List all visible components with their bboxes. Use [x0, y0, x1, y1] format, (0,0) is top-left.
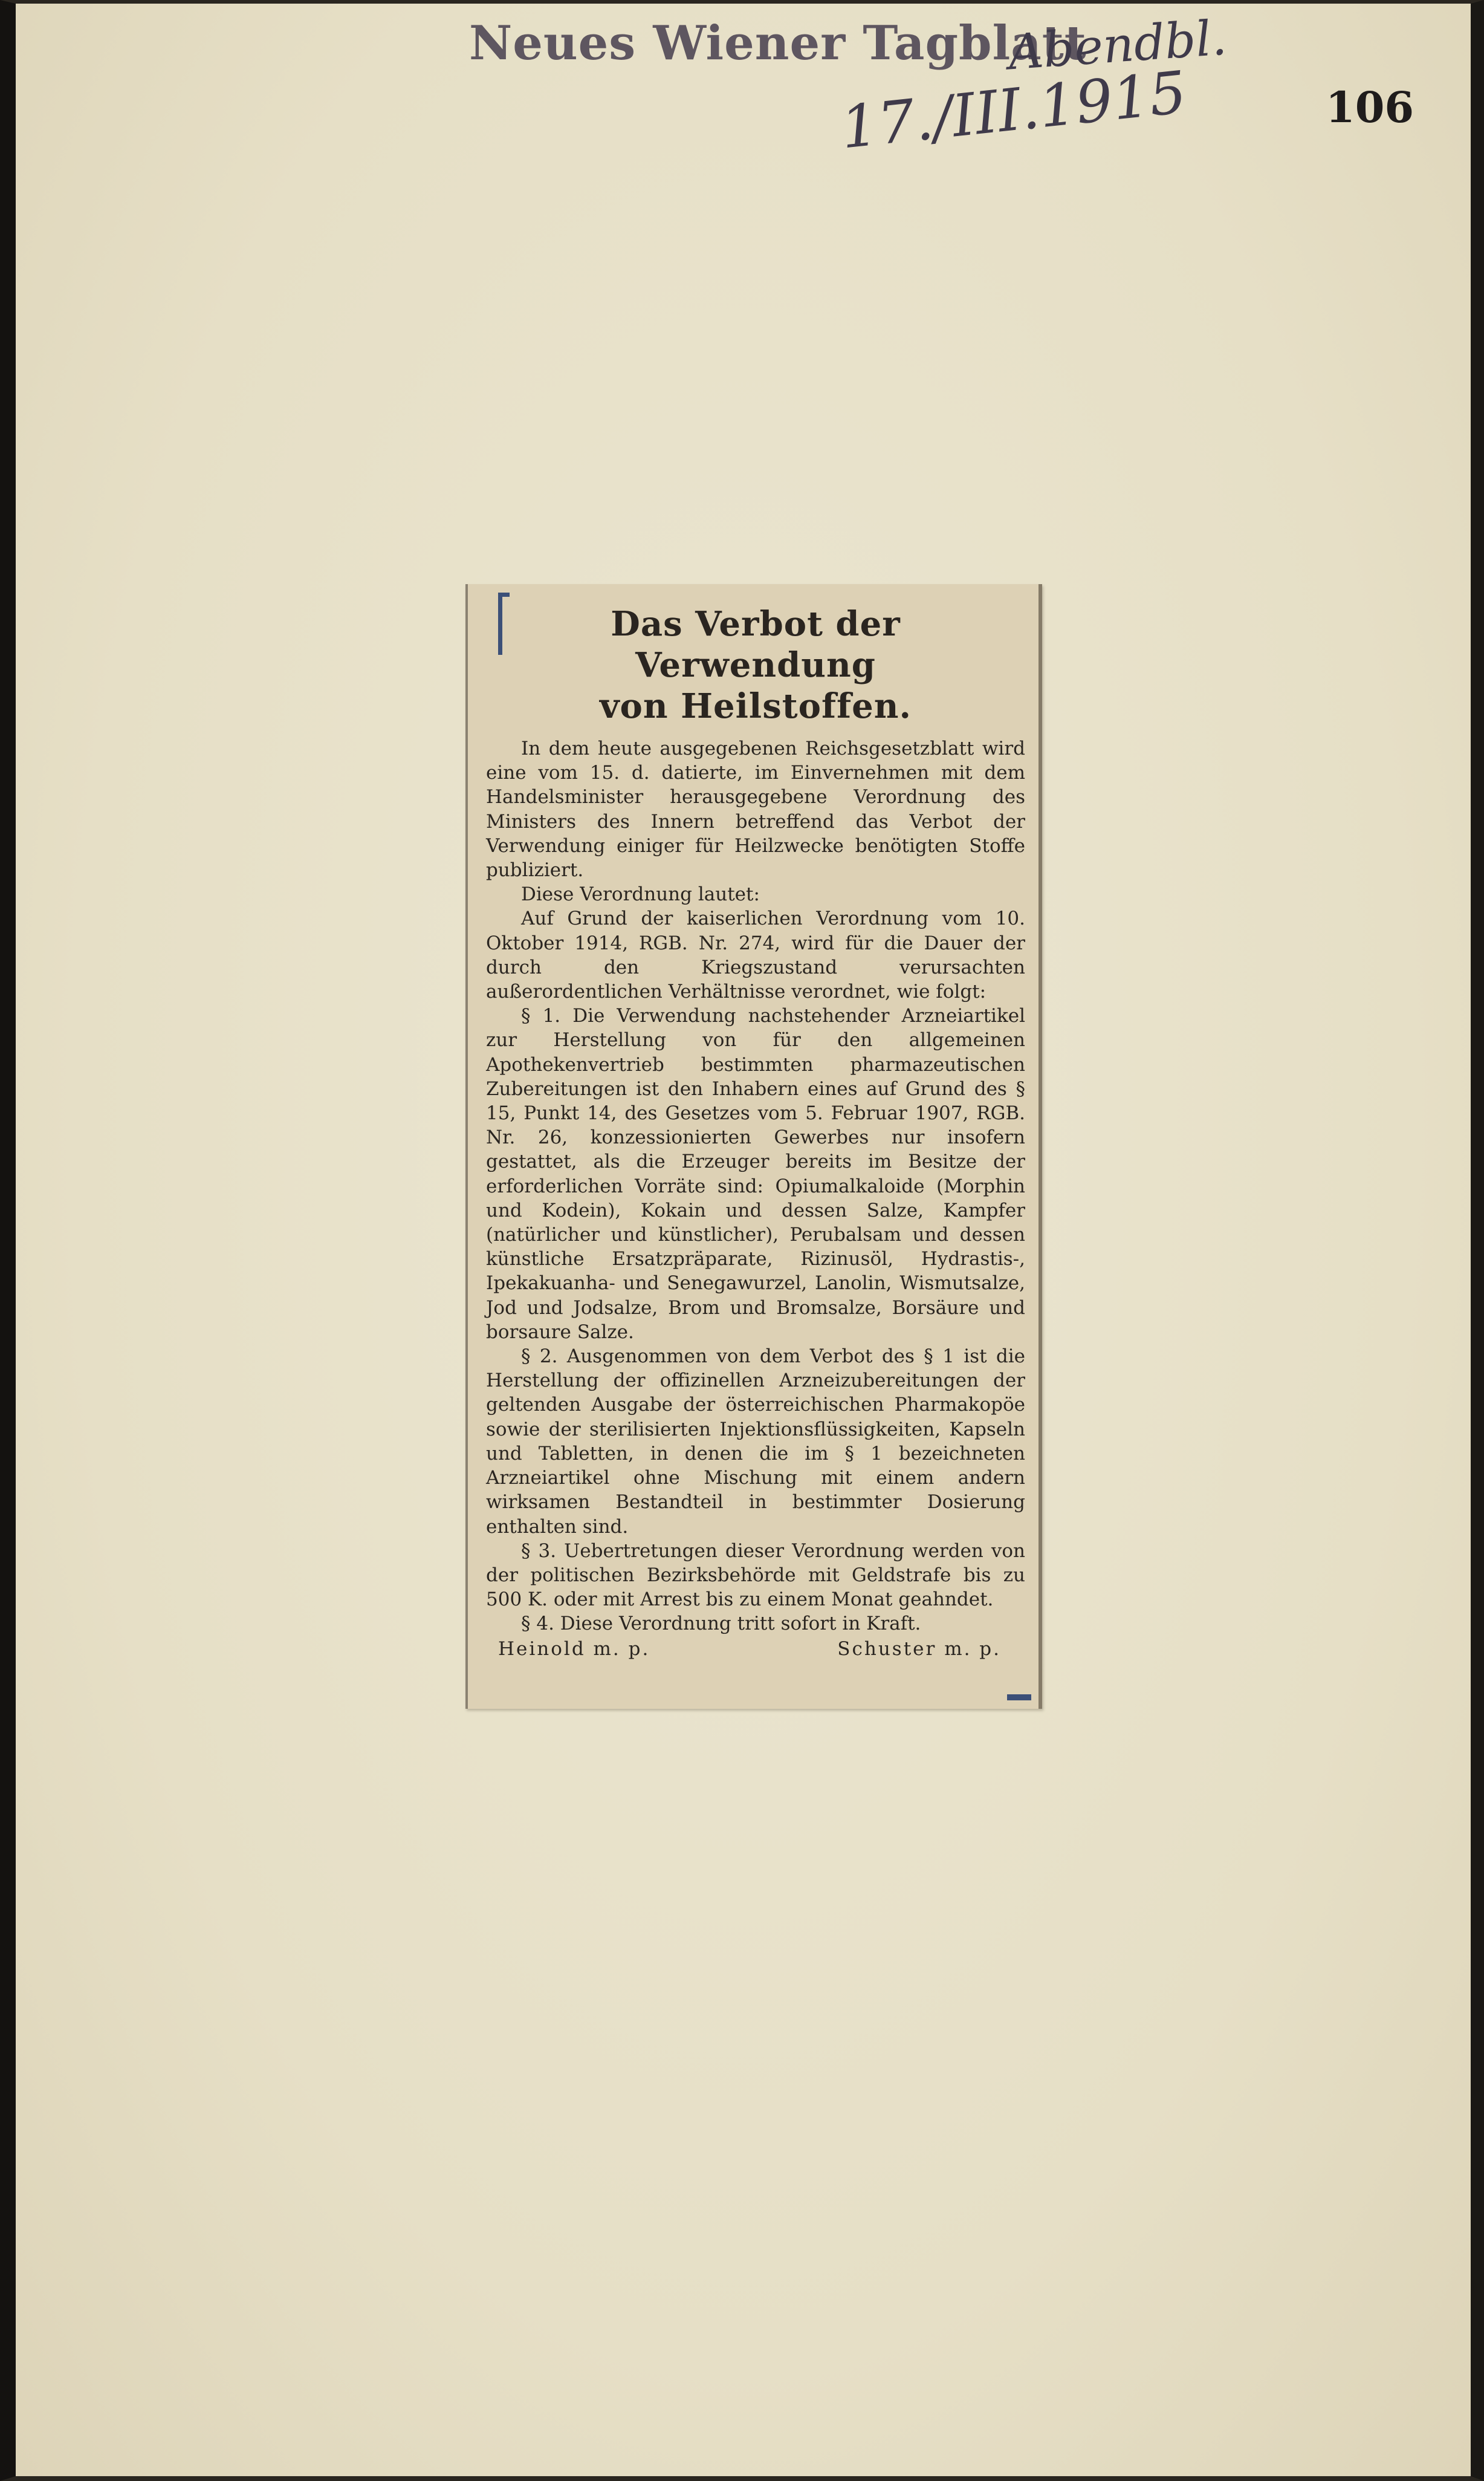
page-number: 106: [1326, 82, 1414, 132]
article-paragraph: Auf Grund der kaiserlichen Verordnung vom 10. Oktober 1914, RGB. Nr. 274, wird für die Dauer der durch den Kriegszustand verursachten außerordentlichen Verhältnisse verordnet, wie folgt:: [486, 908, 1025, 1003]
blue-pencil-bracket: [498, 593, 510, 655]
article-title-line-1: Das Verbot der Verwendung: [611, 604, 901, 685]
article-paragraph: Diese Verordnung lautet:: [521, 883, 760, 906]
signature-left: Heinold m. p.: [498, 1637, 650, 1660]
article-paragraph: § 3. Uebertretungen dieser Verordnung werden von der politischen Bezirksbehörde mit Geldstrafe bis zu 500 K. oder mit Arrest bis zu einem Monat geahndet.: [486, 1540, 1025, 1611]
article-title: [486, 603, 1025, 727]
handwritten-date: 17./III.1915: [837, 58, 1190, 162]
blue-pencil-mark: [1007, 1694, 1031, 1700]
signature-right: Schuster m. p.: [837, 1637, 1001, 1660]
newspaper-clipping: [465, 584, 1042, 1709]
article-title-line-2: von Heilstoffen.: [600, 686, 912, 726]
newspaper-name: Neues Wiener Tagblatt: [469, 16, 1087, 71]
signatures: [486, 1636, 1025, 1662]
article-paragraph: § 1. Die Verwendung nachstehender Arzneiartikel zur Herstellung von für den allgemeinen Apothekenvertrieb bestimmten pharmazeutischen Zubereitungen ist den Inhabern eines auf Grund des § 15, Punkt 14, des Gesetzes vom 5. Februar 1907, RGB. Nr. 26, konzessionierten Gewerbes nur insofern gestattet, als die Erzeuger bereits im Besitze der erforderlichen Vorräte sind: Opiumalkaloide (Morphin und Kodein), Kokain und dessen Salze, Kampfer (natürlicher und künstlicher), Perubalsam und dessen künstliche Ersatzpräparate, Rizinusöl, Hydrastis-, Ipekakuanha- und Senegawurzel, Lanolin, Wismutsalze, Jod und Jodsalze, Brom und Bromsalze, Borsäure und borsaure Salze.: [486, 1005, 1025, 1343]
article-paragraph: § 4. Diese Verordnung tritt sofort in Kraft.: [521, 1613, 921, 1635]
handwritten-edition-note: Abendbl.: [1006, 9, 1229, 81]
article-paragraph: § 2. Ausgenommen von dem Verbot des § 1 ist die Herstellung der offizinellen Arzneizubereitungen der geltenden Ausgabe der österreichischen Pharmakopöe sowie der sterilisierten Injektionsflüssigkeiten, Kapseln und Tabletten, in denen die im § 1 bezeichneten Arzneiartikel ohne Mischung mit einem andern wirksamen Bestandteil in bestimmter Dosierung enthalten sind.: [486, 1345, 1025, 1538]
article-body: [486, 736, 1025, 1636]
article-paragraph: In dem heute ausgegebenen Reichsgesetzblatt wird eine vom 15. d. datierte, im Einvernehmen mit dem Handelsminister herausgegebene Verordnung des Ministers des Innern betreffend das Verbot der Verwendung einiger für Heilzwecke benötigten Stoffe publiziert.: [486, 738, 1025, 882]
